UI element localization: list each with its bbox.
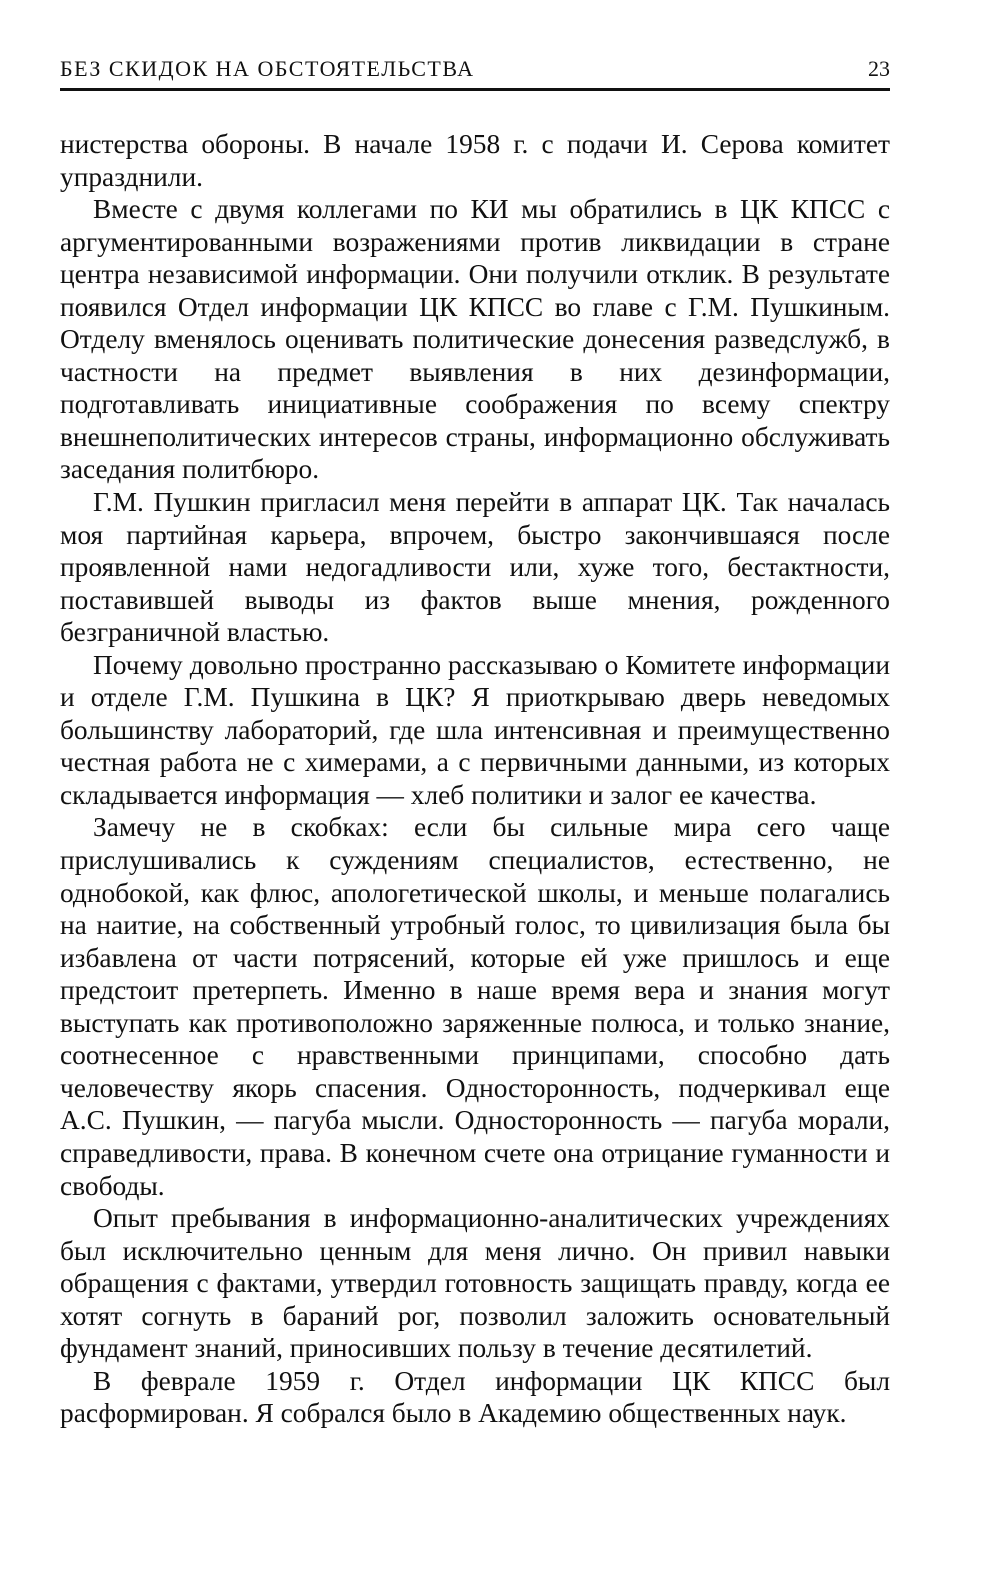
- body-text: [60, 128, 890, 1430]
- page-number: 23: [868, 56, 890, 81]
- book-page: [60, 0, 890, 1580]
- paragraph: Вместе с двумя коллегами по КИ мы обратились в ЦК КПСС с аргументированными возражениями против ликвидации в стране центра независимой информации. Они получили отклик. В результате появился Отдел информации ЦК КПСС во главе с Г.М. Пушкиным. Отделу вменялось оценивать политические донесения разведслужб, в частности на предмет выявления в них дезинформации, подготавливать инициативные соображения по всему спектру внешнеполитических интересов страны, информационно обслуживать заседания политбюро.: [60, 194, 890, 485]
- running-head: [60, 50, 890, 86]
- paragraph-continued: нистерства обороны. В начале 1958 г. с подачи И. Серова комитет упразднили.: [60, 129, 890, 192]
- paragraph: Г.М. Пушкин пригласил меня перейти в аппарат ЦК. Так началась моя партийная карьера, впрочем, быстро закончившаяся после проявленной нами недогадливости или, хуже того, бестактности, поставившей выводы из фактов выше мнения, рожденного безграничной властью.: [60, 487, 890, 648]
- paragraph: В феврале 1959 г. Отдел информации ЦК КПСС был расформирован. Я собрался было в Академию общественных наук.: [60, 1365, 890, 1429]
- running-title: БЕЗ СКИДОК НА ОБСТОЯТЕЛЬСТВА: [60, 56, 475, 81]
- header-rule: [60, 88, 890, 91]
- paragraph: Почему довольно пространно рассказываю о Комитете информации и отделе Г.М. Пушкина в ЦК? Я приоткрываю дверь неведомых большинству лабораторий, где шла интенсивная и преимущественно честная работа не с химерами, а с первичными данными, из которых складывается информация — хлеб политики и залог ее качества.: [60, 649, 890, 810]
- paragraph: Опыт пребывания в информационно-аналитических учреждениях был исключительно ценным для меня лично. Он привил навыки обращения с фактами, утвердил готовность защищать правду, когда ее хотят согнуть в бараний рог, позволил заложить основательный фундамент знаний, приносивших пользу в течение десятилетий.: [60, 1203, 890, 1364]
- paragraph: Замечу не в скобках: если бы сильные мира сего чаще прислушивались к суждениям специалистов, естественно, не однобокой, как флюс, апологетической школы, и меньше полагались на наитие, на собственный утробный голос, то цивилизация была бы избавлена от части потрясений, которые ей уже пришлось и еще предстоит претерпеть. Именно в наше время вера и знания могут выступать как противоположно заряженные полюса, и только знание, соотнесенное с нравственными принципами, способно дать человечеству якорь спасения. Односторонность, подчеркивал еще А.С. Пушкин, — пагуба мысли. Односторонность — пагуба морали, справедливости, права. В конечном счете она отрицание гуманности и свободы.: [60, 812, 890, 1201]
